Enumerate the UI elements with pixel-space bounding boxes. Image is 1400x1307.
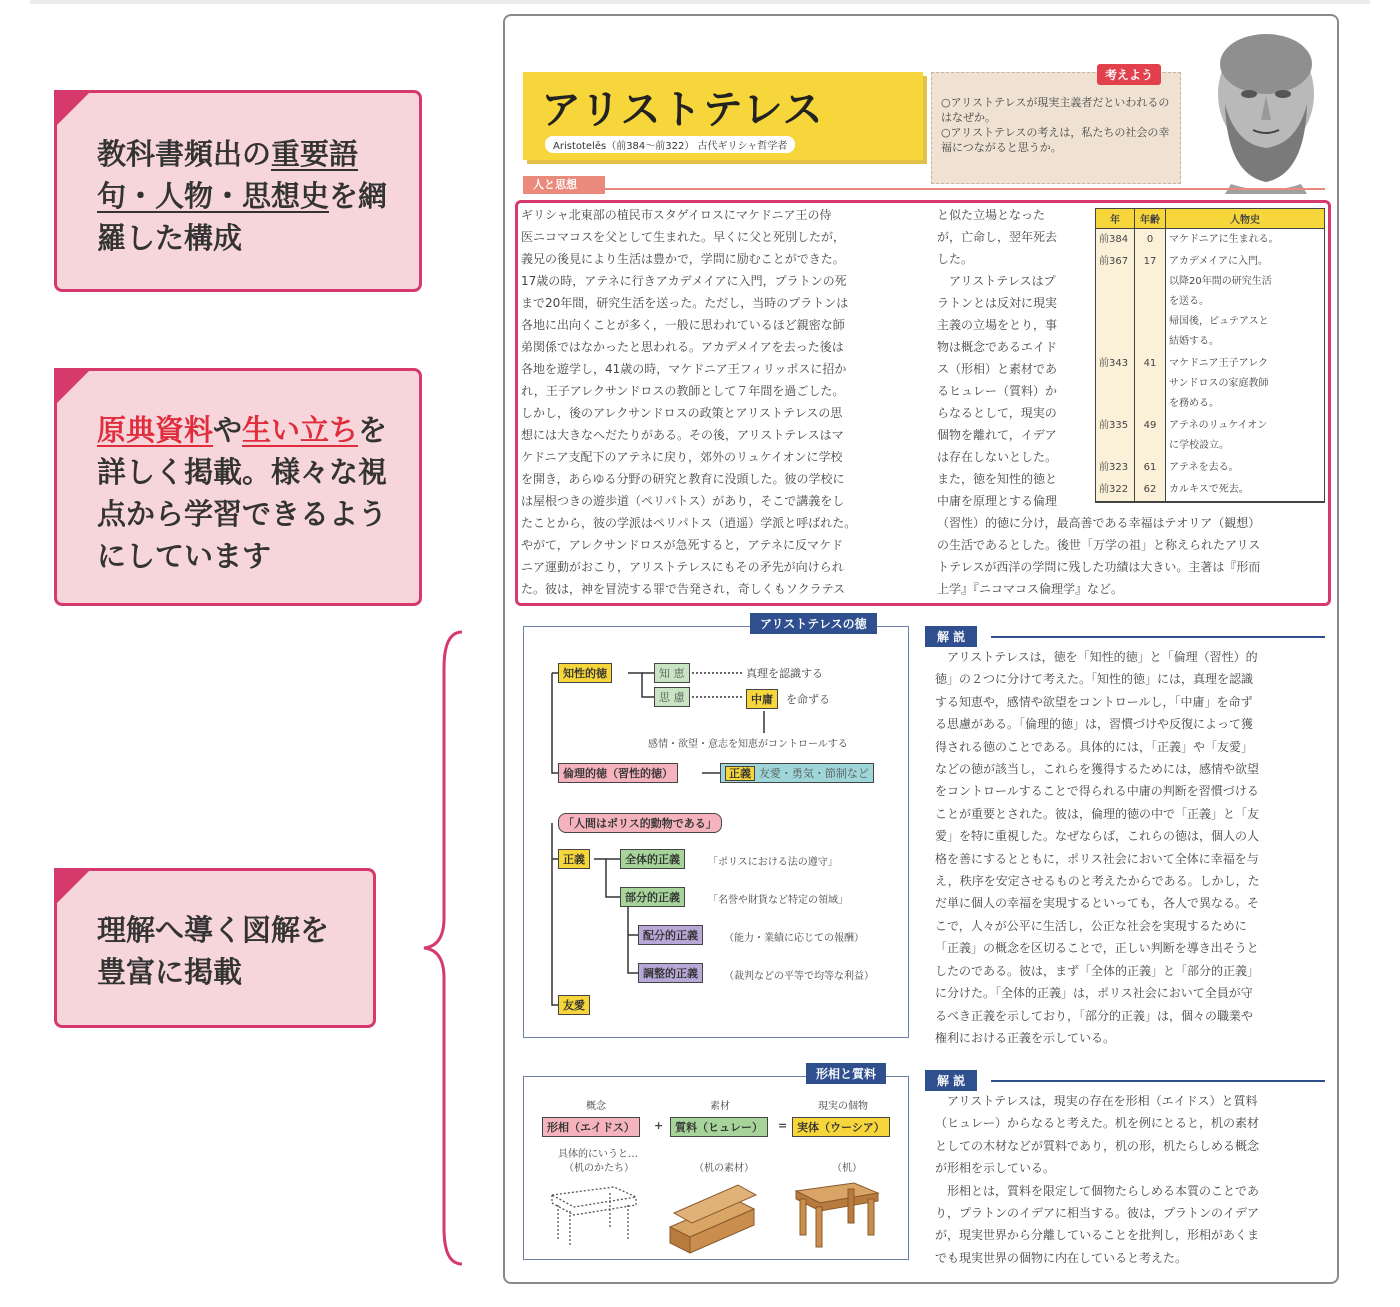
explanation-rule bbox=[991, 636, 1325, 638]
callout-text-part: を網羅した構成 bbox=[97, 179, 388, 256]
virtue-list-label: 友愛・勇気・節制など bbox=[758, 767, 869, 780]
timeline-event-line: を務める。 bbox=[1169, 398, 1219, 409]
form-box: 形相（エイドス） bbox=[542, 1117, 640, 1137]
callout-sources bbox=[54, 368, 422, 606]
text-line: 弟関係ではなかったと思われる。アカデメイアを去った後は bbox=[521, 340, 844, 354]
timeline-age: 61 bbox=[1135, 457, 1166, 479]
timeline-age: 62 bbox=[1135, 479, 1166, 502]
matter-box: 質料（ヒュレー） bbox=[670, 1117, 768, 1137]
timeline-event bbox=[1166, 353, 1325, 415]
text-line: 徳」の２つに分けて考えた。「知性的徳」には，真理を認識 bbox=[935, 672, 1254, 687]
text-line: （習性）的徳に分け，最高善である幸福はテオリア（観想） bbox=[937, 516, 1261, 530]
timeline-year: 前384 bbox=[1096, 229, 1135, 252]
think-question: ○アリストテレスが現実主義者だといわれるのはなぜか。 bbox=[941, 96, 1170, 124]
callout-text-part: や bbox=[213, 413, 243, 447]
explanation-text-virtue bbox=[935, 646, 1260, 1049]
ethical-virtue-box: 倫理的徳（習性的徳） bbox=[558, 763, 678, 783]
title-banner bbox=[523, 72, 923, 160]
text-line: アリストテレスは，現実の存在を形相（エイドス）と質料 bbox=[935, 1094, 1258, 1108]
timeline-year: 前322 bbox=[1096, 479, 1135, 502]
timeline-year: 前335 bbox=[1096, 415, 1135, 457]
callout-coverage bbox=[54, 90, 422, 292]
callout-diagrams bbox=[54, 868, 376, 1028]
section-tag: 人と思想 bbox=[523, 176, 605, 194]
justice-box: 正義 bbox=[558, 849, 590, 869]
timeline-year: 前367 bbox=[1096, 251, 1135, 353]
particular-justice-note: 「名誉や財貨など特定の領域」 bbox=[708, 895, 848, 906]
equals-sign: = bbox=[778, 1119, 788, 1132]
timeline-event-line: 以降20年間の研究生活 bbox=[1169, 276, 1272, 287]
timeline-row bbox=[1096, 229, 1325, 252]
text-line: は存在しないとした。 bbox=[937, 450, 1058, 464]
text-line: などの徳が該当し，これらを獲得するためには，感情や欲望 bbox=[935, 762, 1260, 777]
text-line: た。彼は，神を冒涜する罪で告発され，奇しくもソクラテス bbox=[521, 582, 846, 596]
dotted-desk-icon bbox=[552, 1187, 636, 1247]
text-line: 格を善にするとともに，ポリス社会において全体に幸福を与 bbox=[935, 851, 1259, 866]
callout-corner bbox=[54, 90, 92, 128]
explanation-rule bbox=[991, 1080, 1325, 1082]
timeline-event-line: マケドニアに生まれる。 bbox=[1169, 234, 1279, 245]
text-line: 各地に出向くことが多く，一般に思われているほど親密な師 bbox=[521, 318, 845, 332]
page-subtitle: Aristotelēs（前384〜前322） 古代ギリシャ哲学者 bbox=[545, 136, 795, 153]
callout-text-part: を詳しく掲載。様々な視点から学習できるようにしています bbox=[97, 413, 388, 574]
text-line: やがて，アレクサンドロスが急死すると，アテネに反マケド bbox=[521, 538, 843, 552]
explanation-tag: 解 説 bbox=[925, 1070, 977, 1091]
general-justice-note: 「ポリスにおける法の遵守」 bbox=[708, 857, 838, 868]
text-line: るべき正義を示しており，「部分的正義」は，個々の職業や bbox=[935, 1008, 1254, 1023]
text-line: 主義の立場をとり，事 bbox=[937, 318, 1058, 332]
concept-label: 概念 bbox=[586, 1101, 606, 1112]
concretely-label: 具体的にいうと… bbox=[558, 1149, 638, 1160]
callout-text-part: 教科書頻出の bbox=[97, 137, 272, 171]
timeline-age: 49 bbox=[1135, 415, 1166, 457]
desk-label: （机） bbox=[832, 1163, 862, 1174]
textbook-page bbox=[503, 14, 1339, 1284]
text-line: 「正義」の概念を区切ることで，正しい判断を導き出そうと bbox=[935, 941, 1259, 956]
text-line: が形相を示している。 bbox=[935, 1161, 1056, 1176]
text-line: 上学』『ニコマコス倫理学』など。 bbox=[937, 582, 1124, 596]
friendship-box: 友愛 bbox=[558, 995, 590, 1015]
explanation-text-form bbox=[935, 1090, 1259, 1269]
timeline-body bbox=[1096, 229, 1325, 503]
callout-text bbox=[97, 409, 389, 577]
text-line: らなるとして，現実の bbox=[937, 406, 1057, 420]
text-line: した。 bbox=[937, 252, 974, 266]
text-line: 個物を離れて，イデア bbox=[937, 428, 1057, 442]
text-line: だ単に個人の幸福を実現するといっても，各人で異なる。そ bbox=[935, 896, 1260, 911]
text-line: が，亡命し，翌年死去 bbox=[937, 230, 1058, 244]
timeline-header: 人物史 bbox=[1166, 209, 1325, 229]
callout-text-part: 原典資料 bbox=[97, 413, 214, 447]
text-line: は屋根つきの遊歩道（ペリパトス）があり，そこで講義をし bbox=[521, 494, 845, 508]
timeline-year: 前343 bbox=[1096, 353, 1135, 415]
text-line: 各地を遊学し，41歳の時，マケドニア王フィリッポスに招か bbox=[521, 362, 847, 376]
callout-text-part: 理解へ導く図解を豊富に掲載 bbox=[97, 913, 330, 990]
particular-justice-box: 部分的正義 bbox=[620, 887, 685, 907]
text-line: ケドニア支配下のアテネに戻り，郊外のリュケイオンに学校 bbox=[521, 450, 843, 464]
command-label: を命ずる bbox=[786, 693, 830, 706]
text-line: を開き，あらゆる分野の研究と教育に没頭した。彼の学校に bbox=[521, 472, 845, 486]
plus-sign: + bbox=[654, 1119, 664, 1132]
lumber-icon bbox=[670, 1185, 756, 1253]
text-line: たことから，彼の学派はペリパトス（逍遥）学派と呼ばれた。 bbox=[521, 516, 857, 530]
distributive-justice-note: （能力・業績に応じての報酬） bbox=[724, 933, 864, 944]
text-line: まで20年間，研究生活を送った。ただし，当時のプラトンは bbox=[521, 296, 849, 310]
timeline-row bbox=[1096, 479, 1325, 502]
timeline-event bbox=[1166, 457, 1325, 479]
text-line: の生活であるとした。後世「万学の祖」と称えられたアリス bbox=[937, 538, 1261, 552]
text-line: に分けた。「全体的正義」は，ポリス社会において全員が守 bbox=[935, 986, 1253, 1001]
text-line: としての木材などが質料であり，机の形，机たらしめる概念 bbox=[935, 1138, 1260, 1153]
timeline-header: 年齢 bbox=[1135, 209, 1166, 229]
text-line: する知恵や，感情や欲望をコントロールし，「中庸」を命ず bbox=[935, 694, 1253, 709]
desk-shape-label: （机のかたち） bbox=[564, 1163, 634, 1174]
text-line: る思慮がある。「倫理的徳」は，習慣づけや反復によって獲 bbox=[935, 717, 1254, 732]
timeline-event-line: 帰国後，ピュテアスと bbox=[1169, 316, 1269, 327]
text-line: トテレスが西洋の学問に残した功績は大きい。主著は『形而 bbox=[937, 560, 1261, 574]
text-line: （ヒュレー）からなると考えた。机を例にとると，机の素材 bbox=[935, 1116, 1260, 1131]
text-line: 義兄の後見により生活は豊かで，学問に励むことができた。 bbox=[521, 252, 845, 266]
text-line: ス（形相）と素材であ bbox=[937, 362, 1058, 376]
timeline-event bbox=[1166, 229, 1325, 252]
intellectual-virtue-box: 知性的徳 bbox=[558, 663, 612, 683]
timeline-event-line: マケドニア王子アレク bbox=[1169, 358, 1268, 369]
text-line: 医ニコマコスを父として生まれた。早くに父と死別したが， bbox=[521, 230, 846, 244]
text-line: れ，王子アレクサンドロスの教師として７年間を過ごした。 bbox=[521, 384, 845, 398]
timeline-event-line: を送る。 bbox=[1169, 296, 1209, 307]
timeline-event bbox=[1166, 479, 1325, 502]
timeline-row bbox=[1096, 457, 1325, 479]
text-line: ギリシャ北東部の植民市スタゲイロスにマケドニア王の侍 bbox=[521, 208, 832, 222]
polis-quote-box: 「人間はポリス的動物である」 bbox=[558, 813, 722, 833]
curly-brace bbox=[410, 628, 470, 1268]
timeline-row bbox=[1096, 251, 1325, 353]
timeline-row bbox=[1096, 353, 1325, 415]
aristotle-bust-image bbox=[1197, 24, 1335, 194]
text-line: が，現実世界から分離していることを批判し，形相があくま bbox=[935, 1228, 1260, 1243]
text-line: ニア運動がおこり，アリストテレスにもその矛先が向けられ bbox=[521, 560, 844, 574]
prudence-box: 思 慮 bbox=[654, 687, 690, 707]
virtue-diagram bbox=[523, 617, 909, 1038]
text-line: でも現実世界の個物に内在していると考えた。 bbox=[935, 1250, 1188, 1265]
justice-small-box: 正義 bbox=[725, 766, 755, 781]
control-label: 感情・欲望・意志を知恵がコントロールする bbox=[648, 739, 848, 750]
callout-text-part: 生い立ち bbox=[242, 413, 359, 447]
virtue-list-box bbox=[720, 763, 874, 783]
desk-material-label: （机の素材） bbox=[694, 1163, 754, 1174]
material-label: 素材 bbox=[710, 1101, 730, 1112]
text-line: また，徳を知性的徳と bbox=[937, 472, 1058, 486]
text-line: 17歳の時，アテネに行きアカデメイアに入門，プラトンの死 bbox=[521, 274, 847, 288]
timeline-event-line: カルキスで死去。 bbox=[1169, 484, 1249, 495]
text-line: り，プラトンのイデアに相当する。彼は，プラトンのイデア bbox=[935, 1206, 1260, 1221]
text-line: 中庸を原理とする倫理 bbox=[937, 494, 1058, 508]
text-line: 愛」を特に重視した。なぜならば，これらの徳は，個人の人 bbox=[935, 829, 1260, 844]
general-justice-box: 全体的正義 bbox=[620, 849, 685, 869]
text-line: え，秩序を安定させるものと考えたからである。しかし，た bbox=[935, 874, 1260, 889]
explanation-tag: 解 説 bbox=[925, 626, 977, 647]
corrective-justice-note: （裁判などの平等で均等な利益） bbox=[724, 971, 874, 982]
text-line: 権利における正義を示している。 bbox=[935, 1030, 1116, 1045]
form-matter-diagram bbox=[523, 1067, 909, 1260]
wooden-desk-icon bbox=[796, 1183, 878, 1247]
diagram-tag: アリストテレスの徳 bbox=[750, 613, 877, 634]
text-line: 想には大きなへだたりがある。その後，アリストテレスはマ bbox=[521, 428, 844, 442]
timeline-year: 前323 bbox=[1096, 457, 1135, 479]
timeline-age: 17 bbox=[1135, 251, 1166, 353]
diagram-tag: 形相と質料 bbox=[806, 1063, 886, 1084]
text-line: 得される徳のことである。具体的には，「正義」や「友愛」 bbox=[935, 739, 1254, 754]
actual-thing-label: 現実の個物 bbox=[818, 1101, 868, 1112]
timeline-event-line: に学校設立。 bbox=[1169, 440, 1229, 451]
text-line: アリストテレスは，徳を「知性的徳」と「倫理（習性）的 bbox=[935, 650, 1258, 664]
distributive-justice-box: 配分的正義 bbox=[638, 925, 703, 945]
timeline-row bbox=[1096, 415, 1325, 457]
text-line: したのである。彼は，まず「全体的正義」と「部分的正義」 bbox=[935, 963, 1260, 978]
wisdom-box: 知 恵 bbox=[654, 663, 690, 683]
text-line: 形相とは，質料を限定して個物たらしめる本質のことであ bbox=[935, 1183, 1260, 1198]
callout-corner bbox=[54, 368, 92, 406]
timeline-event bbox=[1166, 251, 1325, 353]
top-rule bbox=[30, 0, 1370, 4]
biography-text-left bbox=[521, 204, 923, 600]
timeline-event-line: サンドロスの家庭教師 bbox=[1169, 378, 1269, 389]
text-line: ことが重要とされた。彼は，倫理的徳の中で「正義」と「友 bbox=[935, 806, 1260, 821]
timeline-event bbox=[1166, 415, 1325, 457]
text-line: しかし，後のアレクサンドロスの政策とアリストテレスの思 bbox=[521, 406, 843, 420]
callout-corner bbox=[54, 868, 92, 906]
callout-text-part: 重要語句・人物・思想史 bbox=[97, 137, 359, 214]
section-rule bbox=[605, 188, 1325, 190]
substance-box: 実体（ウーシア） bbox=[792, 1117, 890, 1137]
biography-text-mid bbox=[937, 204, 1089, 512]
text-line: と似た立場となった bbox=[937, 208, 1046, 222]
text-line: をコントロールすることで得られる中庸の判断を習慣づける bbox=[935, 784, 1259, 799]
timeline-header: 年 bbox=[1096, 209, 1135, 229]
biography-text-bottom bbox=[937, 512, 1325, 600]
timeline-event-line: 結婚する。 bbox=[1169, 336, 1219, 347]
text-line: こで，人々が公平に生活し，公正な社会を実現するために bbox=[935, 918, 1247, 933]
timeline-event-line: アカデメイアに入門。 bbox=[1169, 256, 1268, 267]
think-tag: 考えよう bbox=[1097, 64, 1161, 85]
text-line: ラトンとは反対に現実 bbox=[937, 296, 1058, 310]
mean-box: 中庸 bbox=[746, 689, 778, 709]
timeline-event-line: アテネのリュケイオン bbox=[1169, 420, 1268, 431]
think-question: ○アリストテレスの考えは，私たちの社会の幸福につながると思うか。 bbox=[941, 126, 1170, 154]
corrective-justice-box: 調整的正義 bbox=[638, 963, 703, 983]
text-line: 物は概念であるエイド bbox=[937, 340, 1058, 354]
page-title: アリストテレス bbox=[541, 87, 824, 133]
desk-illustrations bbox=[524, 1077, 910, 1261]
truth-label: 真理を認識する bbox=[746, 667, 823, 680]
timeline-age: 41 bbox=[1135, 353, 1166, 415]
callout-text bbox=[97, 133, 389, 259]
text-line: るヒュレー（質料）か bbox=[937, 384, 1058, 398]
text-line: アリストテレスはプ bbox=[937, 274, 1056, 288]
callout-text bbox=[97, 909, 343, 993]
timeline-table bbox=[1095, 208, 1325, 503]
timeline-age: 0 bbox=[1135, 229, 1166, 252]
timeline-event-line: アテネを去る。 bbox=[1169, 462, 1239, 473]
